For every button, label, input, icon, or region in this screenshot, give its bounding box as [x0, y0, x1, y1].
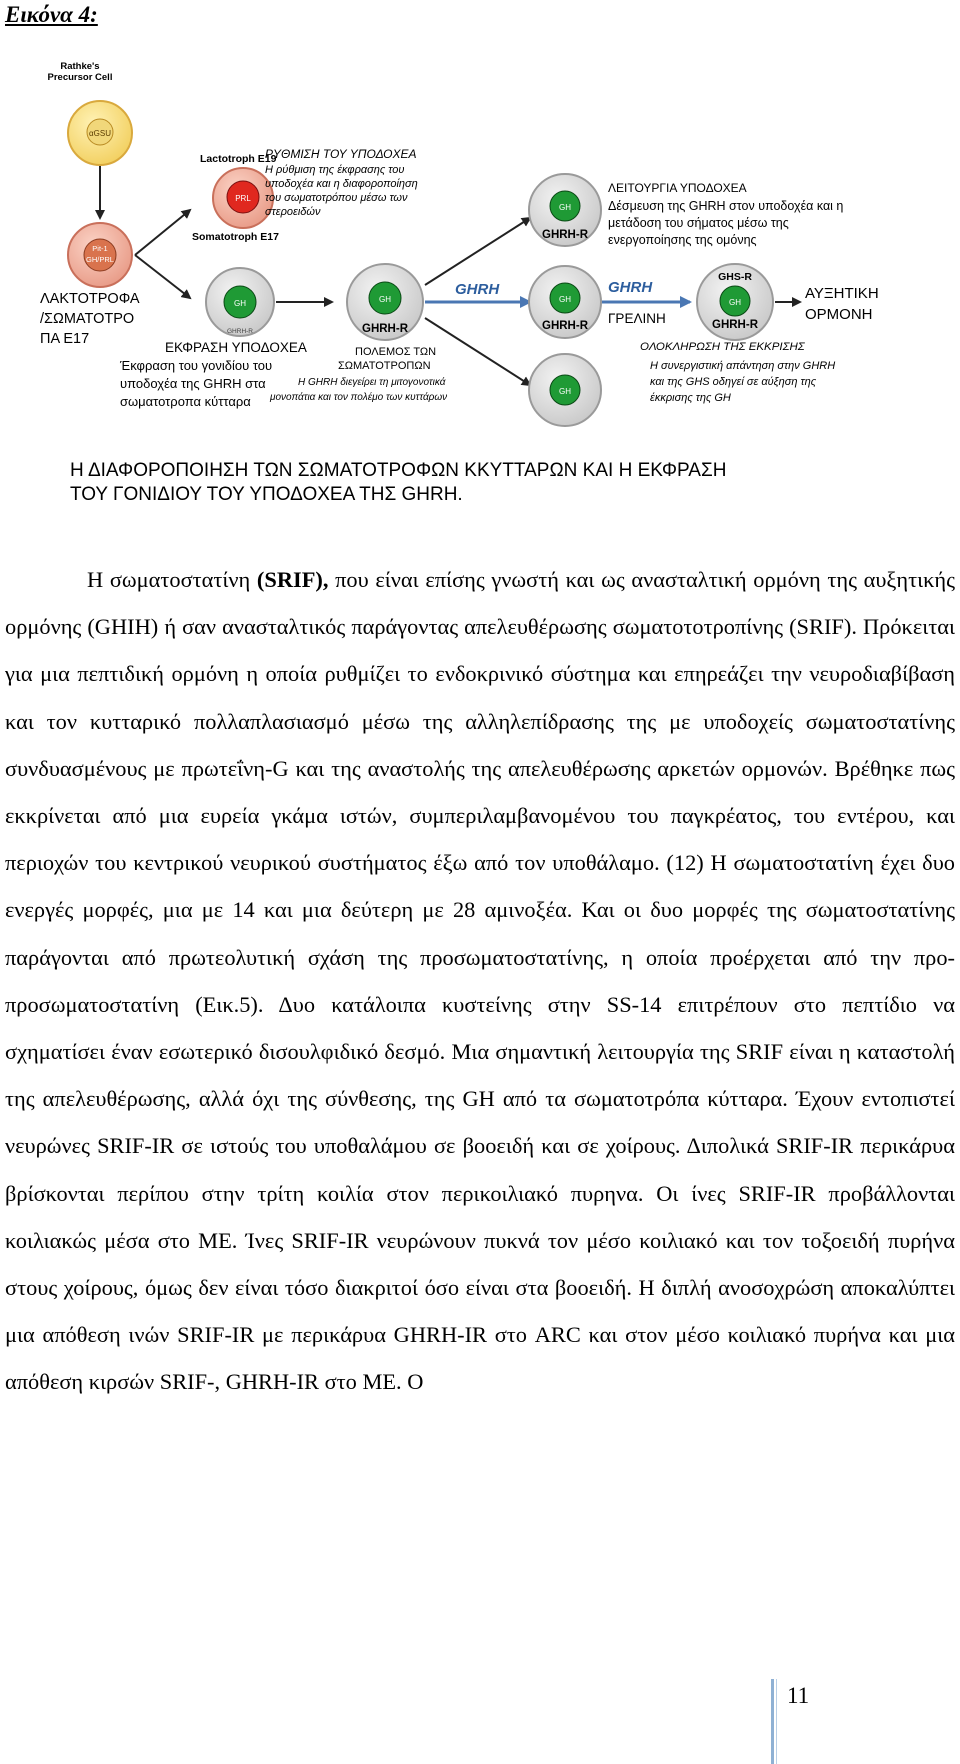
ghrh-label-2: GHRH [608, 279, 653, 296]
rathke-label-1: Rathke's [60, 61, 100, 72]
expression-title: ΕΚΦΡΑΣΗ ΥΠΟΔΟΧΕΑ [165, 340, 307, 355]
srif-bold: (SRIF), [256, 567, 329, 592]
ghrhr-label-3: GHRH-R [542, 320, 588, 332]
regulation-line-1: Η ρύθμιση της έκφρασης του [265, 164, 405, 176]
somatotroph-label: Somatotroph E17 [192, 231, 279, 243]
precursor-cell [68, 101, 132, 165]
ghrhr-small: GHRH-R [227, 328, 253, 335]
lacto-somato-1: ΛΑΚΤΟΤΡΟΦΑ [40, 291, 140, 307]
ghsr-cell [697, 264, 773, 340]
ghrhr-label-1: GHRH-R [362, 323, 408, 335]
paragraph-text [5, 556, 955, 1406]
body-paragraph [5, 556, 955, 1406]
paragraph-body: που είναι επίσης γνωστή και ως ανασταλτική ορμόνη της αυξητικής ορμόνης (GHIH) ή σαν ανασταλτικός παράγοντας απελευθέρωσης σωματοτοτροπίνης (SRIF). Πρόκειται για μια πεπτιδική ορμόνη η οποία ρυθμίζει το ενδοκρινικό σύστημα και επηρεάζει την νευροδιαβίβαση και τον κυτταρικό πολλαπλασιασμό μέσω της αλληλεπίδρασης της με υποδοχείς σωματοστατίνης συνδυασμένους με πρωτεΐνη-G και της αναστολής της απελευθέρωσης αρκετών ορμονών. Βρέθηκε πως εκκρίνεται από μια ευρεία γκάμα ιστών, συμπεριλαμβανομένου του παγκρέατος, του εντέρου, και περιοχών του κεντρικού νευρικού συστήματος έξω από τον υποθάλαμο. (12) Η σωματοστατίνη έχει δυο ενεργές μορφές, μια με 14 και μια δεύτερη με 28 αμινοξέα. Και οι δυο μορφές της σωματοστατίνης παράγονται από πρωτεολυτική σχάση της προσωματοστατίνης, η οποία προέρχεται από την προ-προσωματοστατίνη (Εικ.5). Δυο κατάλοιπα κυστείνης στην SS-14 επιτρέπουν στο πεπτίδιο να σχηματίσει έναν εσωτερικό δισουλφιδικό δεσμό. Μια σημαντική λειτουργία της SRIF είναι η καταστολή της απελευθέρωσης, αλλά όχι της σύνθεσης, της GH από τα σωματοτρόπα κύτταρα. Έχουν εντοπιστεί νευρώνες SRIF-IR σε ιστούς του υποθαλάμου σε βοοειδή και σε χοίρους. Διπολικά SRIF-IR περικάρυα βρίσκονται περίπου στην τρίτη κοιλία στον περικοιλιακό πυρηνα. Οι ίνες SRIF-IR προβάλλονται κοιλιακώς μέσα στο ΜΕ. Ίνες SRIF-IR νευρώνουν πυκνά τον μέσο κοιλιακό και τον τοξοειδή πυρήνα στους χοίρους, όμως δεν είναι τόσο διακριτοί όσο είναι στα βοοειδή. Η διπλή ανοσοχρώση αποκαλύπτει μια απόθεση ινών SRIF-IR με περικάρυα GHRH-IR στο ARC και στον μέσο κοιλιακό πυρήνα και μια απόθεση κιρσών SRIF-, GHRH-IR στο ΜΕ. Ο [5, 567, 955, 1395]
polemos-line-2: ΣΩΜΑΤΟΤΡΟΠΩΝ [338, 360, 431, 372]
ghrhr-cell-top [529, 174, 601, 246]
page-number: 11 [787, 1683, 810, 1708]
caption-line-1: Η ΔΙΑΦΟΡΟΠΟΙΗΣΗ ΤΩΝ ΣΩΜΑΤΟΤΡΟΦΩΝ ΚΚΥΤΤΑΡΩΝ ΚΑΙ Η ΕΚΦΡΑΣΗ [70, 460, 727, 481]
page-number-bar-thin [776, 1679, 777, 1764]
integration-line-3: έκκρισης της GH [650, 392, 731, 404]
ghrhr-label-4: GHRH-R [712, 319, 758, 331]
function-title: ΛΕΙΤΟΥΡΓΙΑ ΥΠΟΔΟΧΕΑ [608, 181, 747, 195]
ghprl-label: GH/PRL [86, 255, 114, 264]
regulation-line-3: του σωματοτρόπου μέσω των [265, 192, 408, 204]
gh-label-4: GH [559, 295, 571, 304]
gh-cell-bottom [529, 354, 601, 426]
gh-label-2: GH [379, 295, 391, 304]
agsu-label: αGSU [89, 129, 111, 138]
integration-line-1: Η συνεργιστική απάντηση στην GHRH [650, 360, 836, 372]
gh-label-6: GH [729, 298, 741, 307]
lactotroph-cell [213, 168, 273, 228]
caption-line-2: ΤΟΥ ΓΟΝΙΔΙΟΥ ΤΟΥ ΥΠΟΔΟΧΕΑ ΤΗΣ GHRH. [70, 484, 463, 505]
gh-label-1: GH [234, 299, 246, 308]
gh-label-5: GH [559, 387, 571, 396]
lactotroph-label: Lactotroph E19 [200, 153, 277, 165]
growth-2: ΟΡΜΟΝΗ [805, 306, 873, 323]
regulation-line-4: στεροειδών [265, 206, 321, 218]
ghrh-label-1: GHRH [455, 281, 500, 298]
lacto-somato-3: ΠΑ E17 [40, 331, 90, 347]
ghrhr-cell-right [529, 266, 601, 338]
gh-label-3: GH [559, 203, 571, 212]
figure-title: Εικόνα 4: [5, 2, 98, 27]
rathke-label-2: Precursor Cell [47, 72, 113, 83]
function-line-1: Δέσμευση της GHRH στον υποδοχέα και η [608, 199, 844, 213]
somatotroph-cell [206, 268, 274, 336]
growth-1: ΑΥΞΗΤΙΚΗ [805, 285, 879, 302]
expression-line-3: σωματοτροπα κύτταρα [120, 394, 251, 409]
ghrelin-label: ΓΡΕΛΙΝΗ [608, 311, 666, 326]
ghsr-label: GHS-R [718, 271, 752, 283]
pit1-cell [68, 223, 132, 287]
lacto-somato-2: /ΣΩΜΑΤΟΤΡΟ [40, 311, 135, 327]
paragraph-intro: Η σωματοστατίνη [87, 567, 257, 592]
expression-line-1: Έκφραση του γονιδίου του [120, 358, 273, 373]
function-line-2: μετάδοση του σήματος μέσω της [608, 216, 789, 230]
regulation-title: ΡΥΘΜΙΣΗ ΤΟΥ ΥΠΟΔΟΧΕΑ [265, 147, 417, 161]
integration-title: ΟΛΟΚΛΗΡΩΣΗ ΤΗΣ ΕΚΚΡΙΣΗΣ [640, 341, 805, 353]
function-line-3: ενεργοποίησης της ομόνης [608, 233, 757, 247]
expression-line-2: υποδοχέα της GHRH στα [120, 376, 266, 391]
polemos-line-1: ΠΟΛΕΜΟΣ ΤΩΝ [355, 346, 437, 358]
polemos-line-4: μονοπάτια και τον πολέμο των κυττάρων [270, 392, 448, 403]
polemos-line-3: Η GHRH διεγείρει τη μιτογονοτικά [298, 377, 446, 388]
figure-diagram [0, 40, 960, 520]
integration-line-2: και της GHS οδηγεί σε αύξηση της [650, 376, 817, 388]
prl-label: PRL [235, 194, 251, 203]
regulation-line-2: υποδοχέα και η διαφοροποίηση [265, 178, 418, 190]
pit1-label: Pit-1 [92, 244, 108, 253]
page-number-bar [771, 1679, 774, 1764]
ghrhr-label-2: GHRH-R [542, 229, 588, 241]
ghrhr-cell-middle [347, 264, 423, 340]
